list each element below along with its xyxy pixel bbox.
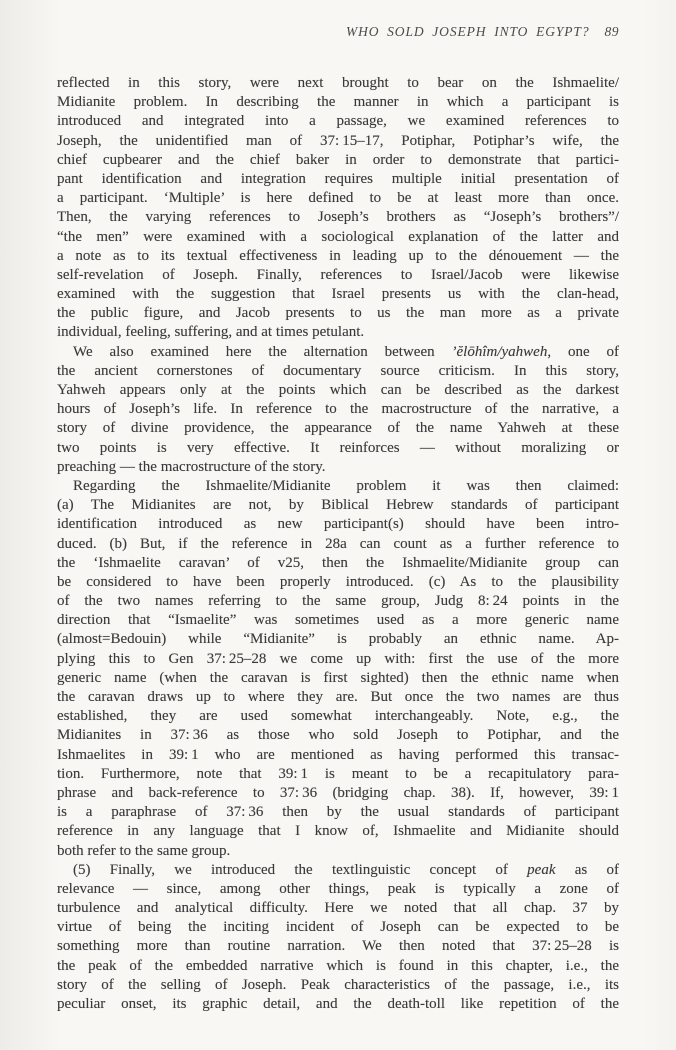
text-run: the peak of the embedded narrative which is found in this chapter, i.e., the [57, 957, 619, 974]
paragraph [57, 74, 619, 343]
text-line [57, 726, 619, 745]
text-run: relevance — since, among other things, peak is typically a zone of [57, 880, 619, 897]
text-run: , one of [547, 343, 619, 360]
text-line [57, 880, 619, 899]
paragraph [57, 343, 619, 477]
text-run: Joseph, the unidentified man of 37: 15–17, Potiphar, Potiphar’s wife, the [57, 132, 619, 149]
text-run: story of the selling of Joseph. Peak characteristics of the passage, i.e., its [57, 976, 619, 993]
text-line [57, 343, 619, 362]
text-run: examined with the suggestion that Israel presents us with the clan-head, [57, 286, 619, 303]
text-line [57, 458, 619, 477]
page-number: 89 [604, 24, 619, 39]
text-line [57, 765, 619, 784]
text-line [57, 918, 619, 937]
text-run: Regarding the Ishmaelite/Midianite problem it was then claimed: [73, 477, 619, 494]
text-run: of the two names referring to the same group, Judg 8: 24 points in the [57, 593, 619, 610]
text-line [57, 669, 619, 688]
text-line [57, 822, 619, 841]
text-run: the ‘Ishmaelite caravan’ of v25, then the Ishmaelite/Midianite group can [57, 554, 619, 571]
text-run: two points is very effective. It reinforces — without moralizing or [57, 439, 619, 456]
italic-text-run: ’ĕlōhîm/yahweh [451, 343, 548, 360]
text-line [57, 266, 619, 285]
paragraph [57, 861, 619, 1015]
text-line [57, 419, 619, 438]
text-run: established, they are used somewhat interchangeably. Note, e.g., the [57, 708, 619, 725]
text-run: pant identification and integration requires multiple initial presentation of [57, 170, 619, 187]
text-line [57, 535, 619, 554]
text-line [57, 170, 619, 189]
text-run: “the men” were examined with a sociological explanation of the latter and [57, 228, 619, 245]
text-run: individual, feeling, suffering, and at times petulant. [57, 324, 365, 341]
text-line [57, 400, 619, 419]
running-title: WHO SOLD JOSEPH INTO EGYPT? [345, 24, 590, 39]
text-line [57, 247, 619, 266]
text-run: is a paraphrase of 37: 36 then by the usual standards of participant [57, 804, 619, 821]
text-run: turbulence and analytical difficulty. Here we noted that all chap. 37 by [57, 900, 619, 917]
text-line [57, 937, 619, 956]
text-line [57, 285, 619, 304]
text-line [57, 228, 619, 247]
text-line [57, 362, 619, 381]
text-run: the caravan draws up to where they are. But once the two names are thus [57, 689, 619, 705]
text-run: identification introduced as new participant(s) should have been intro- [57, 516, 619, 533]
text-line [57, 611, 619, 630]
text-line [57, 323, 619, 342]
text-line [57, 93, 619, 112]
text-run: Yahweh appears only at the points which can be described as the darkest [57, 382, 619, 398]
text-run: the public figure, and Jacob presents to us the man more as a private [57, 305, 619, 322]
text-run: Then, the varying references to Joseph’s brothers as “Joseph’s brothers”/ [57, 209, 619, 226]
text-run: something more than routine narration. We then noted that 37: 25–28 is [57, 938, 619, 955]
text-run: generic name (when the caravan is first sighted) then the ethnic name when [57, 669, 619, 686]
text-line [57, 707, 619, 726]
text-line [57, 957, 619, 976]
text-line [57, 515, 619, 534]
text-run: reflected in this story, were next brought to bear on the Ishmaelite/ [57, 75, 619, 91]
text-line [57, 554, 619, 573]
text-run: chief cupbearer and the chief baker in order to demonstrate that partici- [57, 151, 619, 168]
text-run: both refer to the same group. [57, 842, 231, 859]
text-line [57, 573, 619, 592]
running-header [57, 24, 619, 40]
text-line [57, 592, 619, 611]
text-line [57, 976, 619, 995]
text-run: Midianites in 37: 36 as those who sold Joseph to Potiphar, and the [57, 727, 619, 744]
text-line [57, 439, 619, 458]
text-line [57, 112, 619, 131]
text-run: virtue of being the inciting incident of Joseph can be expected to be [57, 919, 619, 936]
text-line [57, 842, 619, 861]
text-line [57, 784, 619, 803]
text-run: story of divine providence, the appearance of the name Yahweh at these [57, 420, 619, 437]
page-body [57, 74, 619, 1014]
text-run: as of [555, 861, 619, 878]
text-line [57, 189, 619, 208]
text-run: direction that “Ismaelite” was sometimes used as a more generic name [57, 612, 619, 629]
text-run: tion. Furthermore, note that 39: 1 is meant to be a recapitulatory para- [57, 765, 619, 782]
text-line [57, 151, 619, 170]
text-line [57, 630, 619, 649]
text-line [57, 746, 619, 765]
text-run: (a) The Midianites are not, by Biblical Hebrew standards of participant [57, 497, 619, 514]
text-run: (almost=Bedouin) while “Midianite” is probably an ethnic name. Ap- [57, 631, 619, 648]
text-run: duced. (b) But, if the reference in 28a can count as a further reference to [57, 535, 619, 552]
text-run: reference in any language that I know of, Ishmaelite and Midianite should [57, 823, 619, 840]
text-line [57, 899, 619, 918]
text-line [57, 688, 619, 707]
text-run: introduced and integrated into a passage, we examined references to [57, 113, 619, 130]
text-run: Midianite problem. In describing the manner in which a participant is [57, 94, 619, 111]
paragraph [57, 477, 619, 861]
text-run: Ishmaelites in 39: 1 who are mentioned as having performed this transac- [57, 746, 619, 763]
text-line [57, 477, 619, 496]
text-run: self-revelation of Joseph. Finally, references to Israel/Jacob were likewise [57, 266, 619, 283]
text-run: (5) Finally, we introduced the textlinguistic concept of [73, 861, 528, 878]
text-line [57, 74, 619, 93]
text-line [57, 304, 619, 323]
text-run: hours of Joseph’s life. In reference to the macrostructure of the narrative, a [57, 401, 619, 418]
text-run: a participant. ‘Multiple’ is here defined to be at least more than once. [57, 190, 619, 207]
text-run: a note as to its textual effectiveness in leading up to the dénouement — the [57, 247, 619, 264]
text-run: plying this to Gen 37: 25–28 we come up with: first the use of the more [57, 650, 619, 667]
text-line [57, 650, 619, 669]
italic-text-run: peak [527, 861, 556, 878]
text-line [57, 803, 619, 822]
text-run: the ancient cornerstones of documentary source criticism. In this story, [57, 362, 619, 379]
text-line [57, 208, 619, 227]
text-line [57, 132, 619, 151]
text-run: phrase and back-reference to 37: 36 (bridging chap. 38). If, however, 39: 1 [57, 784, 619, 801]
text-run: preaching — the macrostructure of the story. [57, 458, 326, 475]
text-run: be considered to have been properly introduced. (c) As to the plausibility [57, 573, 619, 590]
text-run: We also examined here the alternation between [73, 343, 452, 360]
text-line [57, 496, 619, 515]
text-line [57, 381, 619, 400]
text-line [57, 995, 619, 1014]
text-line [57, 861, 619, 880]
text-run: peculiar onset, its graphic detail, and the death-toll like repetition of the [57, 996, 619, 1012]
